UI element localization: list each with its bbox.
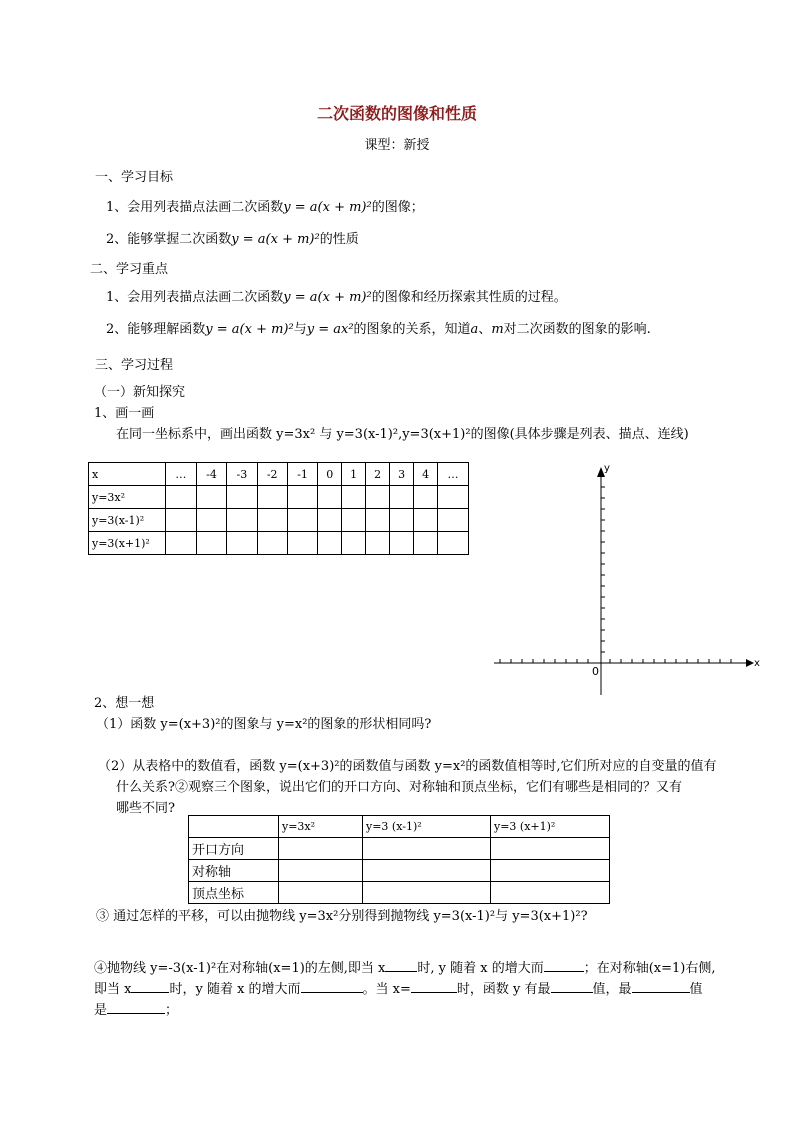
question-2-line-1: （2）从表格中的数值看，函数 y=(x+3)²的函数值与函数 y=x²的函数值相等时,它们所对应的自变量的值有 [98,759,717,774]
table-row [189,860,610,882]
page-title: 二次函数的图像和性质 [316,104,477,123]
answer-cell[interactable] [196,486,226,509]
row-label: y=3(x+1)² [89,532,166,555]
key-point-2: 2、能够理解函数y = a(x + m)²与y = ax²的图象的关系，知道a、m对二次函数的图象的影响. [106,322,651,337]
table-cell: y=3 (x+1)² [491,816,610,838]
y-axis-label: y [604,463,610,474]
table-cell: y=3 (x-1)² [363,816,491,838]
row-label: 开口方向 [189,838,279,860]
table-cell: 0 [318,463,342,486]
answer-cell[interactable] [438,509,469,532]
answer-cell[interactable] [257,486,287,509]
table-row [189,882,610,904]
answer-cell[interactable] [257,532,287,555]
lesson-type: 课型：新授 [364,138,430,153]
table-cell: 2 [366,463,390,486]
question-4-line-2: 即当 x 时，y 随着 x 的增大而 。当 x= 时，函数 y 有最 值，最 值 [94,978,703,997]
answer-blank[interactable] [301,979,363,993]
answer-cell[interactable] [342,486,366,509]
value-table-header-row [89,463,469,486]
answer-cell[interactable] [166,532,197,555]
answer-cell[interactable] [390,532,414,555]
table-cell: … [438,463,469,486]
answer-cell[interactable] [287,509,317,532]
table-row [89,486,469,509]
answer-cell[interactable] [279,838,363,860]
answer-cell[interactable] [342,509,366,532]
question-4-line-3: 是 ； [94,999,178,1018]
answer-cell[interactable] [363,838,491,860]
table-row [89,532,469,555]
answer-cell[interactable] [318,486,342,509]
y-axis-ticks [601,487,605,652]
answer-cell[interactable] [257,509,287,532]
answer-cell[interactable] [366,486,390,509]
answer-cell[interactable] [196,532,226,555]
table-cell: … [166,463,197,486]
row-label: 对称轴 [189,860,279,882]
answer-cell[interactable] [227,486,257,509]
answer-cell[interactable] [363,882,491,904]
table-cell: -2 [257,463,287,486]
answer-cell[interactable] [390,486,414,509]
answer-cell[interactable] [166,486,197,509]
table-cell [189,816,279,838]
table-cell: -3 [227,463,257,486]
x-axis-ticks [500,659,731,663]
answer-blank[interactable] [632,979,690,993]
process-heading: 三、学习过程 [95,358,174,373]
answer-cell[interactable] [390,509,414,532]
answer-blank[interactable] [411,979,457,993]
answer-cell[interactable] [366,532,390,555]
answer-blank[interactable] [544,958,584,972]
goals-heading: 一、学习目标 [95,170,174,185]
answer-cell[interactable] [491,882,610,904]
table-cell: -1 [287,463,317,486]
answer-cell[interactable] [363,860,491,882]
key-point-1: 1、会用列表描点法画二次函数y = a(x + m)²的图像和经历探索其性质的过程。 [106,290,567,305]
answer-cell[interactable] [366,509,390,532]
value-table [88,462,469,555]
answer-blank[interactable] [551,979,593,993]
question-2-line-3: 哪些不同? [116,801,175,816]
answer-cell[interactable] [491,838,610,860]
answer-blank[interactable] [131,979,169,993]
table-cell: y=3x² [279,816,363,838]
answer-cell[interactable] [166,509,197,532]
answer-cell[interactable] [287,532,317,555]
step-think-heading: 2、想一想 [94,696,155,711]
answer-cell[interactable] [342,532,366,555]
answer-blank[interactable] [385,958,417,972]
answer-cell[interactable] [318,509,342,532]
answer-cell[interactable] [196,509,226,532]
answer-cell[interactable] [287,486,317,509]
comparison-table [188,815,610,904]
answer-cell[interactable] [279,860,363,882]
coordinate-axes[interactable] [488,455,768,700]
answer-cell[interactable] [279,882,363,904]
answer-cell[interactable] [318,532,342,555]
x-axis-label: x [754,658,760,669]
table-row [89,509,469,532]
goal-item-1: 1、会用列表描点法画二次函数y = a(x + m)²的图像； [106,200,424,215]
row-label: y=3(x-1)² [89,509,166,532]
table-cell: 3 [390,463,414,486]
x-axis-arrow-icon [746,659,754,667]
table-cell: 1 [342,463,366,486]
answer-cell[interactable] [227,509,257,532]
answer-cell[interactable] [227,532,257,555]
answer-cell[interactable] [414,486,438,509]
comparison-header-row [189,816,610,838]
question-3: ③ 通过怎样的平移，可以由抛物线 y=3x²分别得到抛物线 y=3(x-1)²与 y=3(x+1)²? [96,909,588,924]
table-cell: -4 [196,463,226,486]
row-label: y=3x² [89,486,166,509]
new-knowledge-heading: （一）新知探究 [94,385,186,400]
answer-cell[interactable] [438,532,469,555]
step-draw-heading: 1、画一画 [94,406,155,421]
origin-label: 0 [592,665,599,678]
goal-item-2: 2、能够掌握二次函数y = a(x + m)²的性质 [106,232,359,247]
answer-cell[interactable] [491,860,610,882]
key-points-heading: 二、学习重点 [90,262,169,277]
table-row [189,838,610,860]
table-cell: x [89,463,166,486]
answer-blank[interactable] [107,1000,165,1014]
answer-cell[interactable] [414,509,438,532]
question-4-line-1: ④抛物线 y=-3(x-1)²在对称轴(x=1)的左侧,即当 x 时, y 随着 x 的增大而 ；在对称轴(x=1)右侧, [94,957,716,976]
question-2-line-2: 什么关系?②观察三个图象，说出它们的开口方向、对称轴和顶点坐标，它们有哪些是相同的？又有 [116,780,682,795]
table-cell: 4 [414,463,438,486]
step-draw-instructions: 在同一坐标系中，画出函数 y=3x² 与 y=3(x-1)²,y=3(x+1)²的图像(具体步骤是列表、描点、连线) [116,427,689,442]
answer-cell[interactable] [414,532,438,555]
answer-cell[interactable] [438,486,469,509]
row-label: 顶点坐标 [189,882,279,904]
question-1: （1）函数 y=(x+3)²的图象与 y=x²的图象的形状相同吗? [96,717,432,732]
